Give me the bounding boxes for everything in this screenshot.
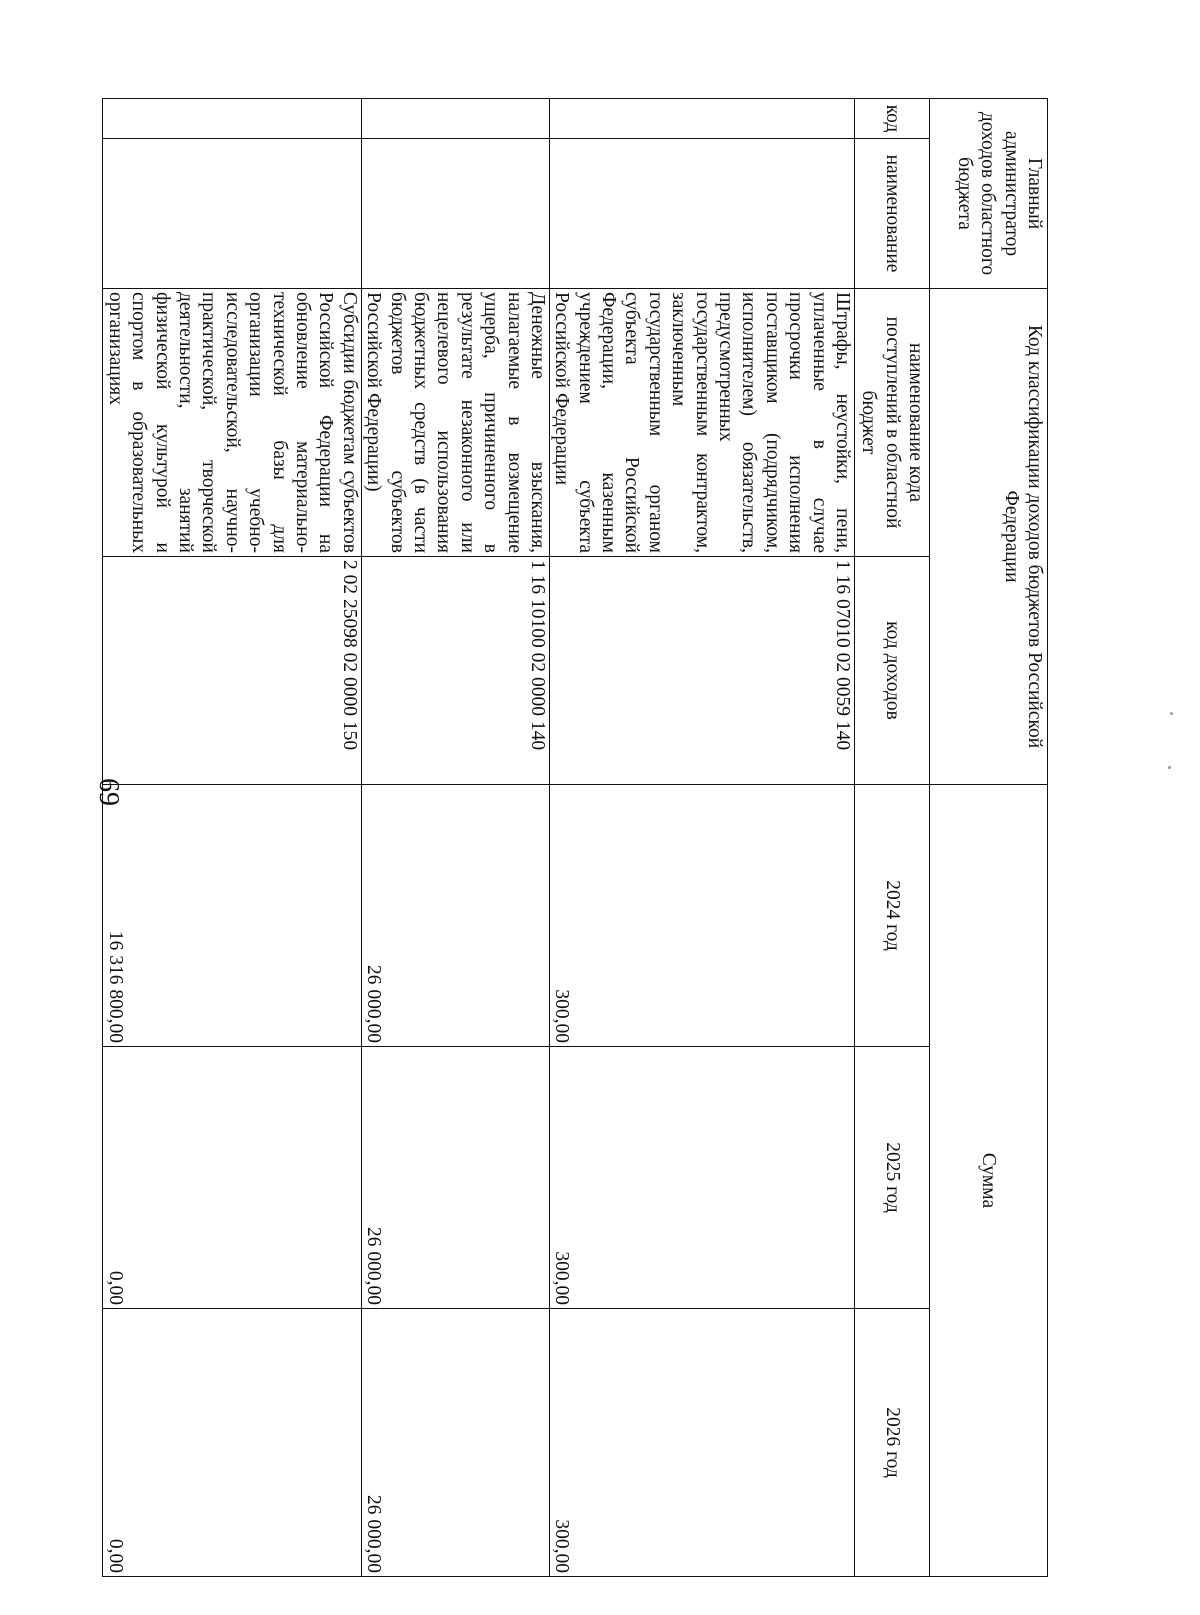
row-income-code-cell: 1 16 10100 02 0000 140	[361, 557, 549, 785]
row-sum-2024-cell: 26 000,00	[361, 785, 549, 1047]
header-year-2025: 2025 год	[855, 1047, 930, 1309]
header-income-code: код доходов	[855, 557, 930, 785]
row-name-cell	[549, 139, 854, 289]
row-sum-2024-cell: 300,00	[549, 785, 854, 1047]
row-sum-2026-cell: 0,00	[103, 1309, 361, 1577]
header-sum-group: Сумма	[930, 785, 1048, 1577]
scan-speck	[1170, 712, 1173, 715]
row-code-cell	[361, 99, 549, 139]
header-receipt-name: наименование кода поступлений в областной бюджет	[855, 289, 930, 557]
table-row	[361, 99, 549, 1577]
header-year-2024: 2024 год	[855, 785, 930, 1047]
page-number: 69	[93, 778, 124, 806]
row-sum-2024-cell: 16 316 800,00	[103, 785, 361, 1047]
row-income-code-cell: 1 16 07010 02 0059 140	[549, 557, 854, 785]
table-row	[103, 99, 361, 1577]
header-name: наименование	[855, 139, 930, 289]
header-code: код	[855, 99, 930, 139]
row-sum-2025-cell: 300,00	[549, 1047, 854, 1309]
row-description-cell: Денежные взыскания, налагаемые в возмещение ущерба, причиненного в результате незаконного или нецелевого использования бюджетных средств (в части бюджетов субъектов Российской Федерации)	[361, 289, 549, 557]
row-description-cell: Штрафы, неустойки, пени, уплаченные в случае просрочки исполнения поставщиком (подрядчиком, исполнителем) обязательств, предусмотренных государственным контрактом, заключенным государственным органом субъекта Российской Федерации, казенным учреждением субъекта Российской Федерации	[549, 289, 854, 557]
row-name-cell	[103, 139, 361, 289]
row-code-cell	[103, 99, 361, 139]
scan-speck	[1168, 766, 1171, 769]
revenue-table	[103, 98, 1049, 1577]
row-code-cell	[549, 99, 854, 139]
row-sum-2025-cell: 26 000,00	[361, 1047, 549, 1309]
row-description-cell: Субсидии бюджетам субъектов Российской Федерации на обновление материально-технической базы для организации учебно-исследовательской, научно-практической, творческой деятельности, занятий физической культурой и спортом в образовательных организациях	[103, 289, 361, 557]
row-sum-2026-cell: 26 000,00	[361, 1309, 549, 1577]
table-row	[549, 99, 854, 1577]
header-admin-group: Главный администратор доходов областного бюджета	[930, 99, 1048, 289]
row-income-code-cell: 2 02 25098 02 0000 150	[103, 557, 361, 785]
header-year-2026: 2026 год	[855, 1309, 930, 1577]
row-sum-2026-cell: 300,00	[549, 1309, 854, 1577]
row-sum-2025-cell: 0,00	[103, 1047, 361, 1309]
header-classification-group: Код классификации доходов бюджетов Российской Федерации	[930, 289, 1048, 785]
row-name-cell	[361, 139, 549, 289]
